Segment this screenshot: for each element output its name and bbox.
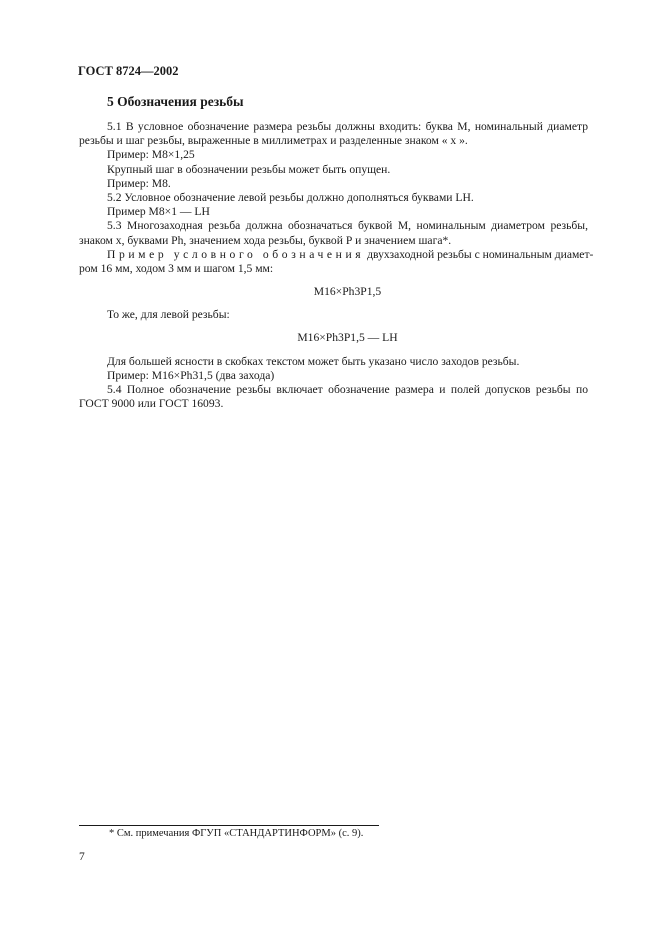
paragraph-5-4-line-1: 5.4 Полное обозначение резьбы включает обозначение размера и полей допусков резьбы по bbox=[107, 383, 588, 396]
example-heading-line bbox=[79, 247, 594, 262]
thread-designation-formula: M16×Ph3P1,5 bbox=[313, 285, 382, 299]
paragraph-5-2: 5.2 Условное обозначение левой резьбы должно дополняться буквами LH. bbox=[107, 190, 474, 204]
section-title: 5 Обозначения резьбы bbox=[107, 94, 244, 109]
left-thread-formula: M16×Ph3P1,5 — LH bbox=[297, 331, 398, 345]
paragraph-5-4-line-2: ГОСТ 9000 или ГОСТ 16093. bbox=[79, 397, 224, 411]
paragraph-5-1-line-1: 5.1 В условное обозначение размера резьбы должны входить: буква М, номинальный диаметр bbox=[107, 120, 588, 133]
paragraph-5-1-line-2: резьбы и шаг резьбы, выраженные в миллиметрах и разделенные знаком « х ». bbox=[79, 134, 468, 148]
example-description-line-2: ром 16 мм, ходом 3 мм и шагом 1,5 мм: bbox=[79, 261, 274, 275]
example-description: двухзаходной резьбы с номинальным диамет- bbox=[364, 247, 594, 261]
left-thread-note: То же, для левой резьбы: bbox=[107, 308, 230, 322]
footnote: * См. примечания ФГУП «СТАНДАРТИНФОРМ» (с. 9). bbox=[109, 828, 364, 839]
example-line: Пример: M16×Ph31,5 (два захода) bbox=[107, 368, 275, 382]
example-line: Пример: М8. bbox=[107, 176, 171, 190]
page-number: 7 bbox=[79, 851, 85, 863]
standard-header: ГОСТ 8724—2002 bbox=[78, 64, 179, 78]
paragraph-5-3-line-1: 5.3 Многозаходная резьба должна обозначаться буквой М, номинальным диаметром резьбы, bbox=[107, 219, 588, 233]
footnote-divider bbox=[79, 825, 379, 826]
example-line: Пример: М8×1,25 bbox=[107, 148, 195, 162]
example-line: Пример М8×1 — LH bbox=[107, 205, 210, 219]
spaced-example-label: Пример условного обозначения bbox=[107, 247, 365, 261]
coarse-pitch-note: Крупный шаг в обозначении резьбы может быть опущен. bbox=[107, 162, 391, 176]
clarity-note: Для большей ясности в скобках текстом может быть указано число заходов резьбы. bbox=[107, 354, 520, 368]
section-body bbox=[79, 120, 594, 411]
paragraph-5-3-line-2: знаком х, буквами Ph, значением хода резьбы, буквой Р и значением шага*. bbox=[79, 233, 452, 247]
